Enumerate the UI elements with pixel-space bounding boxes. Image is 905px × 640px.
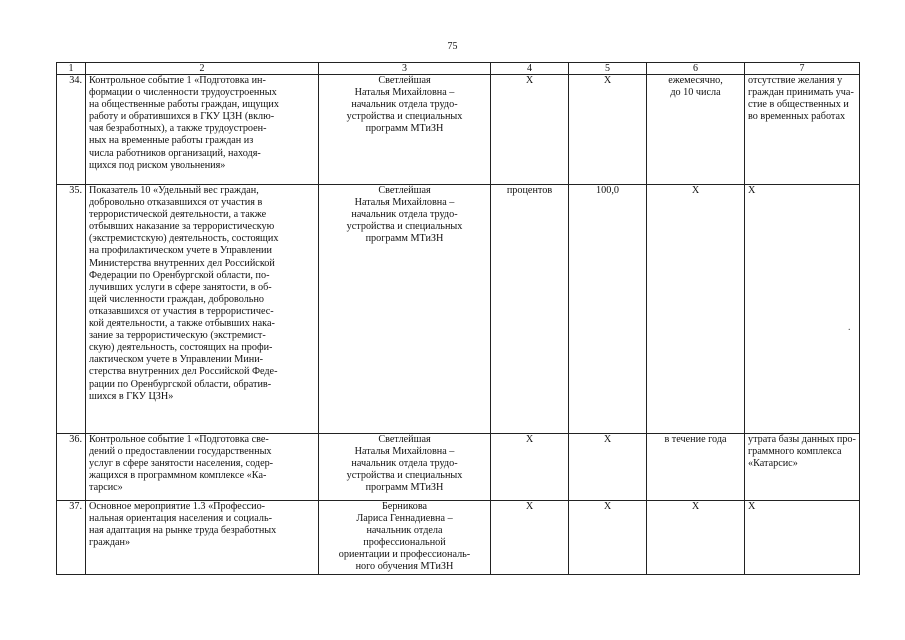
unit-cell: Х (491, 501, 569, 575)
table-row (57, 501, 860, 575)
responsible-person: Светлейшая Наталья Михайловна – начальник отдела трудо- устройства и специальных программ МТиЗН (319, 75, 491, 185)
table-row (57, 75, 860, 185)
header-col-3: 3 (319, 63, 491, 75)
row-number: 36. (57, 434, 86, 501)
header-col-7: 7 (745, 63, 860, 75)
scan-speck: . (848, 322, 851, 333)
unit-cell: Х (491, 434, 569, 501)
deadline-cell: ежемесячно, до 10 числа (647, 75, 745, 185)
value-cell: 100,0 (569, 185, 647, 434)
deadline-cell: Х (647, 501, 745, 575)
header-col-1: 1 (57, 63, 86, 75)
risk-cell: утрата базы данных про- граммного комплекса «Катарсис» (745, 434, 860, 501)
risk-cell: Х (745, 501, 860, 575)
program-table (56, 62, 860, 575)
table-row (57, 185, 860, 434)
header-col-4: 4 (491, 63, 569, 75)
item-name: Контрольное событие 1 «Подготовка све- дений о предоставлении государственных услуг в сфере занятости населения, содер- жащихся в программном комплексе «Ка- тарсис» (86, 434, 319, 501)
risk-cell: отсутствие желания у граждан принимать уча- стие в общественных и во временных работах (745, 75, 860, 185)
row-number: 34. (57, 75, 86, 185)
header-col-6: 6 (647, 63, 745, 75)
row-number: 37. (57, 501, 86, 575)
unit-cell: процентов (491, 185, 569, 434)
value-cell: Х (569, 434, 647, 501)
value-cell: Х (569, 75, 647, 185)
responsible-person: Светлейшая Наталья Михайловна – начальник отдела трудо- устройства и специальных программ МТиЗН (319, 434, 491, 501)
deadline-cell: Х (647, 185, 745, 434)
value-cell: Х (569, 501, 647, 575)
item-name: Показатель 10 «Удельный вес граждан, добровольно отказавшихся от участия в террористической деятельности, а также отбывших наказание за террористическую (экстремистскую) деятельность, состоящих на профилактическом учете в Управлении Министерства внутренних дел Российской Федерации по Оренбургской области, по- лучивших услуги в сфере занятости, в об- щей численности граждан, добровольно отказавшихся от участия в террористичес- кой деятельности, а также отбывших нака- зание за террористическую (экстремист- скую) деятельность, состоящих на профи- лактическом учете в Управлении Мини- стерства внутренних дел Российской Феде- рации по Оренбургской области, обратив- шихся в ГКУ ЦЗН» (86, 185, 319, 434)
page-number: 75 (447, 41, 458, 52)
unit-cell: Х (491, 75, 569, 185)
item-name: Контрольное событие 1 «Подготовка ин- формации о численности трудоустроенных на общественные работы граждан, ищущих работу и обратившихся в ГКУ ЦЗН (вклю- чая безработных), а также трудоустроен- ных на временные работы граждан из числа работников организаций, находя- щихся под риском увольнения» (86, 75, 319, 185)
row-number: 35. (57, 185, 86, 434)
header-row (57, 63, 860, 75)
header-col-5: 5 (569, 63, 647, 75)
responsible-person: Светлейшая Наталья Михайловна – начальник отдела трудо- устройства и специальных программ МТиЗН (319, 185, 491, 434)
table-row (57, 434, 860, 501)
responsible-person: Берникова Лариса Геннадиевна – начальник отдела профессиональной ориентации и профессиональ- ного обучения МТиЗН (319, 501, 491, 575)
item-name: Основное мероприятие 1.3 «Профессио- нальная ориентация населения и социаль- ная адаптация на рынке труда безработных граждан» (86, 501, 319, 575)
header-col-2: 2 (86, 63, 319, 75)
deadline-cell: в течение года (647, 434, 745, 501)
risk-cell: Х (745, 185, 860, 434)
